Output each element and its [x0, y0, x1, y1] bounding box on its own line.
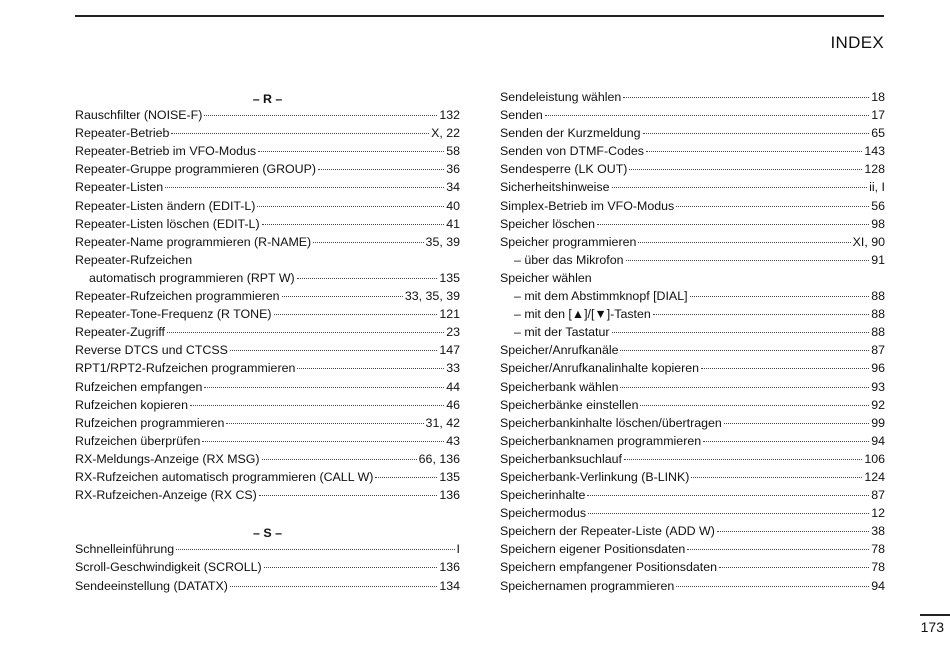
index-entry: Sicherheitshinweise ii, I [500, 180, 885, 195]
index-entry: Speichern der Repeater-Liste (ADD W) 38 [500, 524, 885, 539]
section-header-r: – R – [252, 92, 283, 106]
index-entry: RX-Meldungs-Anzeige (RX MSG) 66, 136 [75, 451, 460, 466]
index-entry: Senden der Kurzmeldung 65 [500, 126, 885, 141]
index-entry: Rufzeichen programmieren 31, 42 [75, 415, 460, 430]
index-entry: Repeater-Name programmieren (R-NAME) 35, 39 [75, 234, 460, 249]
index-subentry: – über das Mikrofon 91 [514, 252, 885, 267]
index-entry: Sendeleistung wählen 18 [500, 90, 885, 104]
page-number: 173 [920, 619, 944, 635]
index-entry: Speicher löschen 98 [500, 216, 885, 231]
index-entry: Speicherinhalte 87 [500, 488, 885, 503]
index-entry: Speicher wählen [500, 270, 592, 285]
index-entry: RX-Rufzeichen automatisch programmieren (CALL W) 135 [75, 469, 460, 484]
index-entry: Speicherbanknamen programmieren 94 [500, 433, 885, 448]
index-entry: RX-Rufzeichen-Anzeige (RX CS) 136 [75, 488, 460, 503]
index-entry: Repeater-Betrieb X, 22 [75, 126, 460, 141]
index-entry: Speicherbankinhalte löschen/übertragen 99 [500, 415, 885, 430]
index-column-right [500, 90, 885, 597]
section-header-s: – S – [253, 526, 282, 541]
index-entry: Speicher programmieren XI, 90 [500, 234, 885, 249]
index-entry: Repeater-Gruppe programmieren (GROUP) 36 [75, 162, 460, 177]
index-entry: Repeater-Tone-Frequenz (R TONE) 121 [75, 307, 460, 322]
index-entry: Speicherbank-Verlinkung (B-LINK) 124 [500, 469, 885, 484]
index-subentry: – mit den [▲]/[▼]-Tasten 88 [514, 307, 885, 322]
index-entry: Senden von DTMF-Codes 143 [500, 144, 885, 159]
index-entry: Reverse DTCS und CTCSS 147 [75, 343, 460, 358]
index-entry: Repeater-Betrieb im VFO-Modus 58 [75, 144, 460, 159]
index-entry: Speicherbanksuchlauf 106 [500, 451, 885, 466]
index-entry: Speicher/Anrufkanalinhalte kopieren 96 [500, 361, 885, 376]
index-entry: Repeater-Zugriff 23 [75, 325, 460, 340]
index-entry: Speicherbänke einstellen 92 [500, 397, 885, 412]
index-entry: Repeater-Rufzeichen programmieren 33, 35, 39 [75, 289, 460, 304]
index-entry: Speichermodus 12 [500, 506, 885, 521]
index-entry: Rufzeichen überprüfen 43 [75, 433, 460, 448]
index-subentry: – mit dem Abstimmknopf [DIAL] 88 [514, 289, 885, 304]
page-title: INDEX [830, 33, 884, 52]
index-subentry: – mit der Tastatur 88 [514, 325, 885, 340]
index-entry: Rufzeichen kopieren 46 [75, 397, 460, 412]
index-entry: Schnelleinführung I [75, 542, 460, 557]
index-entry: Senden 17 [500, 108, 885, 123]
index-entry: RPT1/RPT2-Rufzeichen programmieren 33 [75, 361, 460, 376]
index-entry: Sendeeinstellung (DATATX) 134 [75, 578, 460, 593]
index-subentry: automatisch programmieren (RPT W) 135 [89, 270, 460, 285]
index-entry: Rufzeichen empfangen 44 [75, 379, 460, 394]
index-entry: Repeater-Listen 34 [75, 180, 460, 195]
index-entry: Speichernamen programmieren 94 [500, 578, 885, 593]
index-entry: Speichern empfangener Positionsdaten 78 [500, 560, 885, 575]
index-entry: Scroll-Geschwindigkeit (SCROLL) 136 [75, 560, 460, 575]
footer-rule [920, 614, 950, 616]
index-entry: Rauschfilter (NOISE-F) 132 [75, 108, 460, 123]
index-entry: Repeater-Rufzeichen [75, 252, 193, 267]
index-entry: Repeater-Listen ändern (EDIT-L) 40 [75, 198, 460, 213]
index-entry: Sendesperre (LK OUT) 128 [500, 162, 885, 177]
index-entry: Speicher/Anrufkanäle 87 [500, 343, 885, 358]
index-entry: Simplex-Betrieb im VFO-Modus 56 [500, 198, 885, 213]
index-entry: Speicherbank wählen 93 [500, 379, 885, 394]
index-column-left [75, 90, 460, 597]
index-entry: Repeater-Listen löschen (EDIT-L) 41 [75, 216, 460, 231]
header-rule [75, 15, 884, 17]
index-entry: Speichern eigener Positionsdaten 78 [500, 542, 885, 557]
